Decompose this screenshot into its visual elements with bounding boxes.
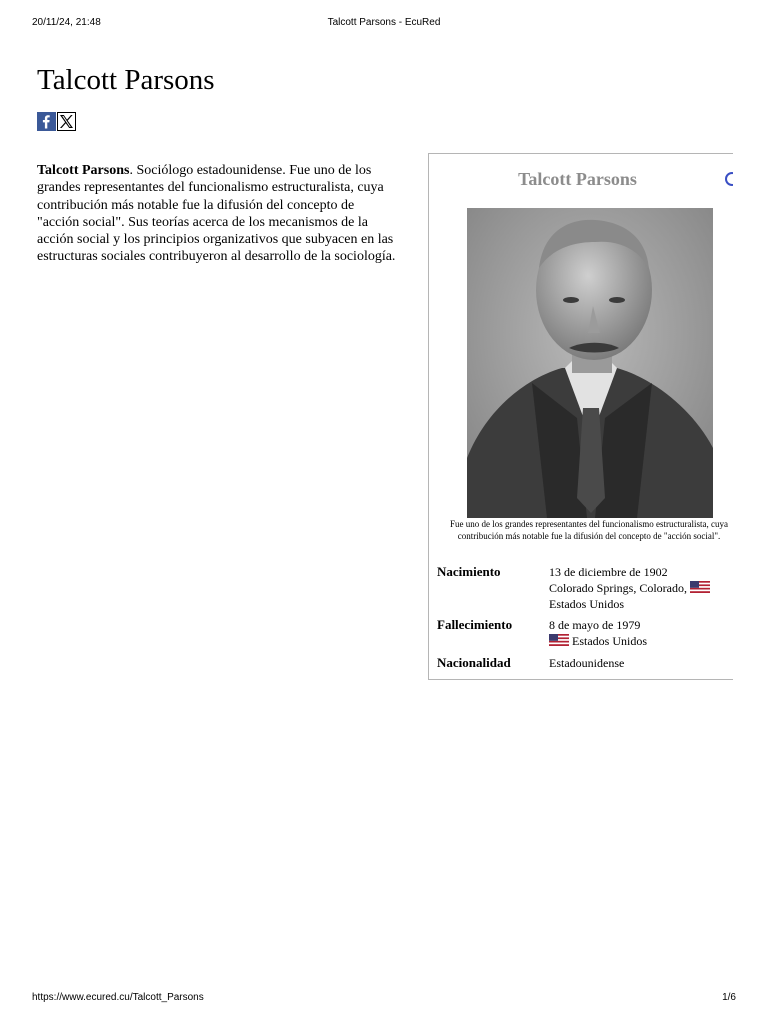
fallecimiento-place bbox=[549, 633, 733, 649]
nacionalidad-label: Nacionalidad bbox=[437, 655, 511, 670]
page-title: Talcott Parsons bbox=[37, 64, 215, 96]
edit-icon[interactable] bbox=[725, 172, 733, 186]
intro-text: . Sociólogo estadounidense. Fue uno de los grandes representantes del funcionalismo estructuralista, cuya contribución más notable fue la difusión del concepto de "acción social". Sus teorías acerca de los mecanismos de la acción social y los principios organizativos que subyacen en las estructuras sociales contribuyeron al desarrollo de la sociología. bbox=[37, 163, 396, 265]
portrait-photo bbox=[467, 208, 713, 518]
fallecimiento-value bbox=[549, 617, 733, 649]
fallecimiento-date: 8 de mayo de 1979 bbox=[549, 618, 641, 632]
fallecimiento-label: Fallecimiento bbox=[437, 617, 513, 632]
fallecimiento-country: Estados Unidos bbox=[569, 634, 647, 648]
nacimiento-place bbox=[549, 580, 733, 596]
us-flag-icon bbox=[690, 581, 710, 593]
intro-lead: Talcott Parsons bbox=[37, 163, 130, 178]
infobox bbox=[428, 153, 733, 680]
x-icon bbox=[58, 113, 75, 130]
facebook-icon bbox=[37, 112, 56, 131]
nacimiento-label: Nacimiento bbox=[437, 564, 501, 579]
intro-paragraph bbox=[37, 162, 399, 266]
print-footer bbox=[32, 992, 736, 1006]
page-url-link[interactable]: https://www.ecured.cu/Talcott_Parsons bbox=[32, 992, 204, 1003]
infobox-title: Talcott Parsons bbox=[518, 169, 637, 189]
print-timestamp: 20/11/24, 21:48 bbox=[32, 17, 101, 28]
nacimiento-value bbox=[549, 564, 733, 612]
nacionalidad-value: Estadounidense bbox=[549, 656, 625, 670]
print-document-title: Talcott Parsons - EcuRed bbox=[327, 17, 441, 28]
facebook-share-button[interactable] bbox=[37, 112, 56, 131]
nacimiento-country: Estados Unidos bbox=[549, 597, 624, 611]
page-number: 1/6 bbox=[722, 992, 736, 1003]
share-buttons bbox=[37, 112, 76, 131]
x-share-button[interactable] bbox=[57, 112, 76, 131]
photo-caption: Fue uno de los grandes representantes del funcionalismo estructuralista, cuya contribución más notable fue la difusión del concepto de "acción social". bbox=[450, 519, 728, 541]
nacimiento-date: 13 de diciembre de 1902 bbox=[549, 565, 668, 579]
nacimiento-city: Colorado Springs, Colorado, bbox=[549, 581, 687, 595]
print-header bbox=[32, 17, 736, 31]
us-flag-icon bbox=[549, 634, 569, 646]
